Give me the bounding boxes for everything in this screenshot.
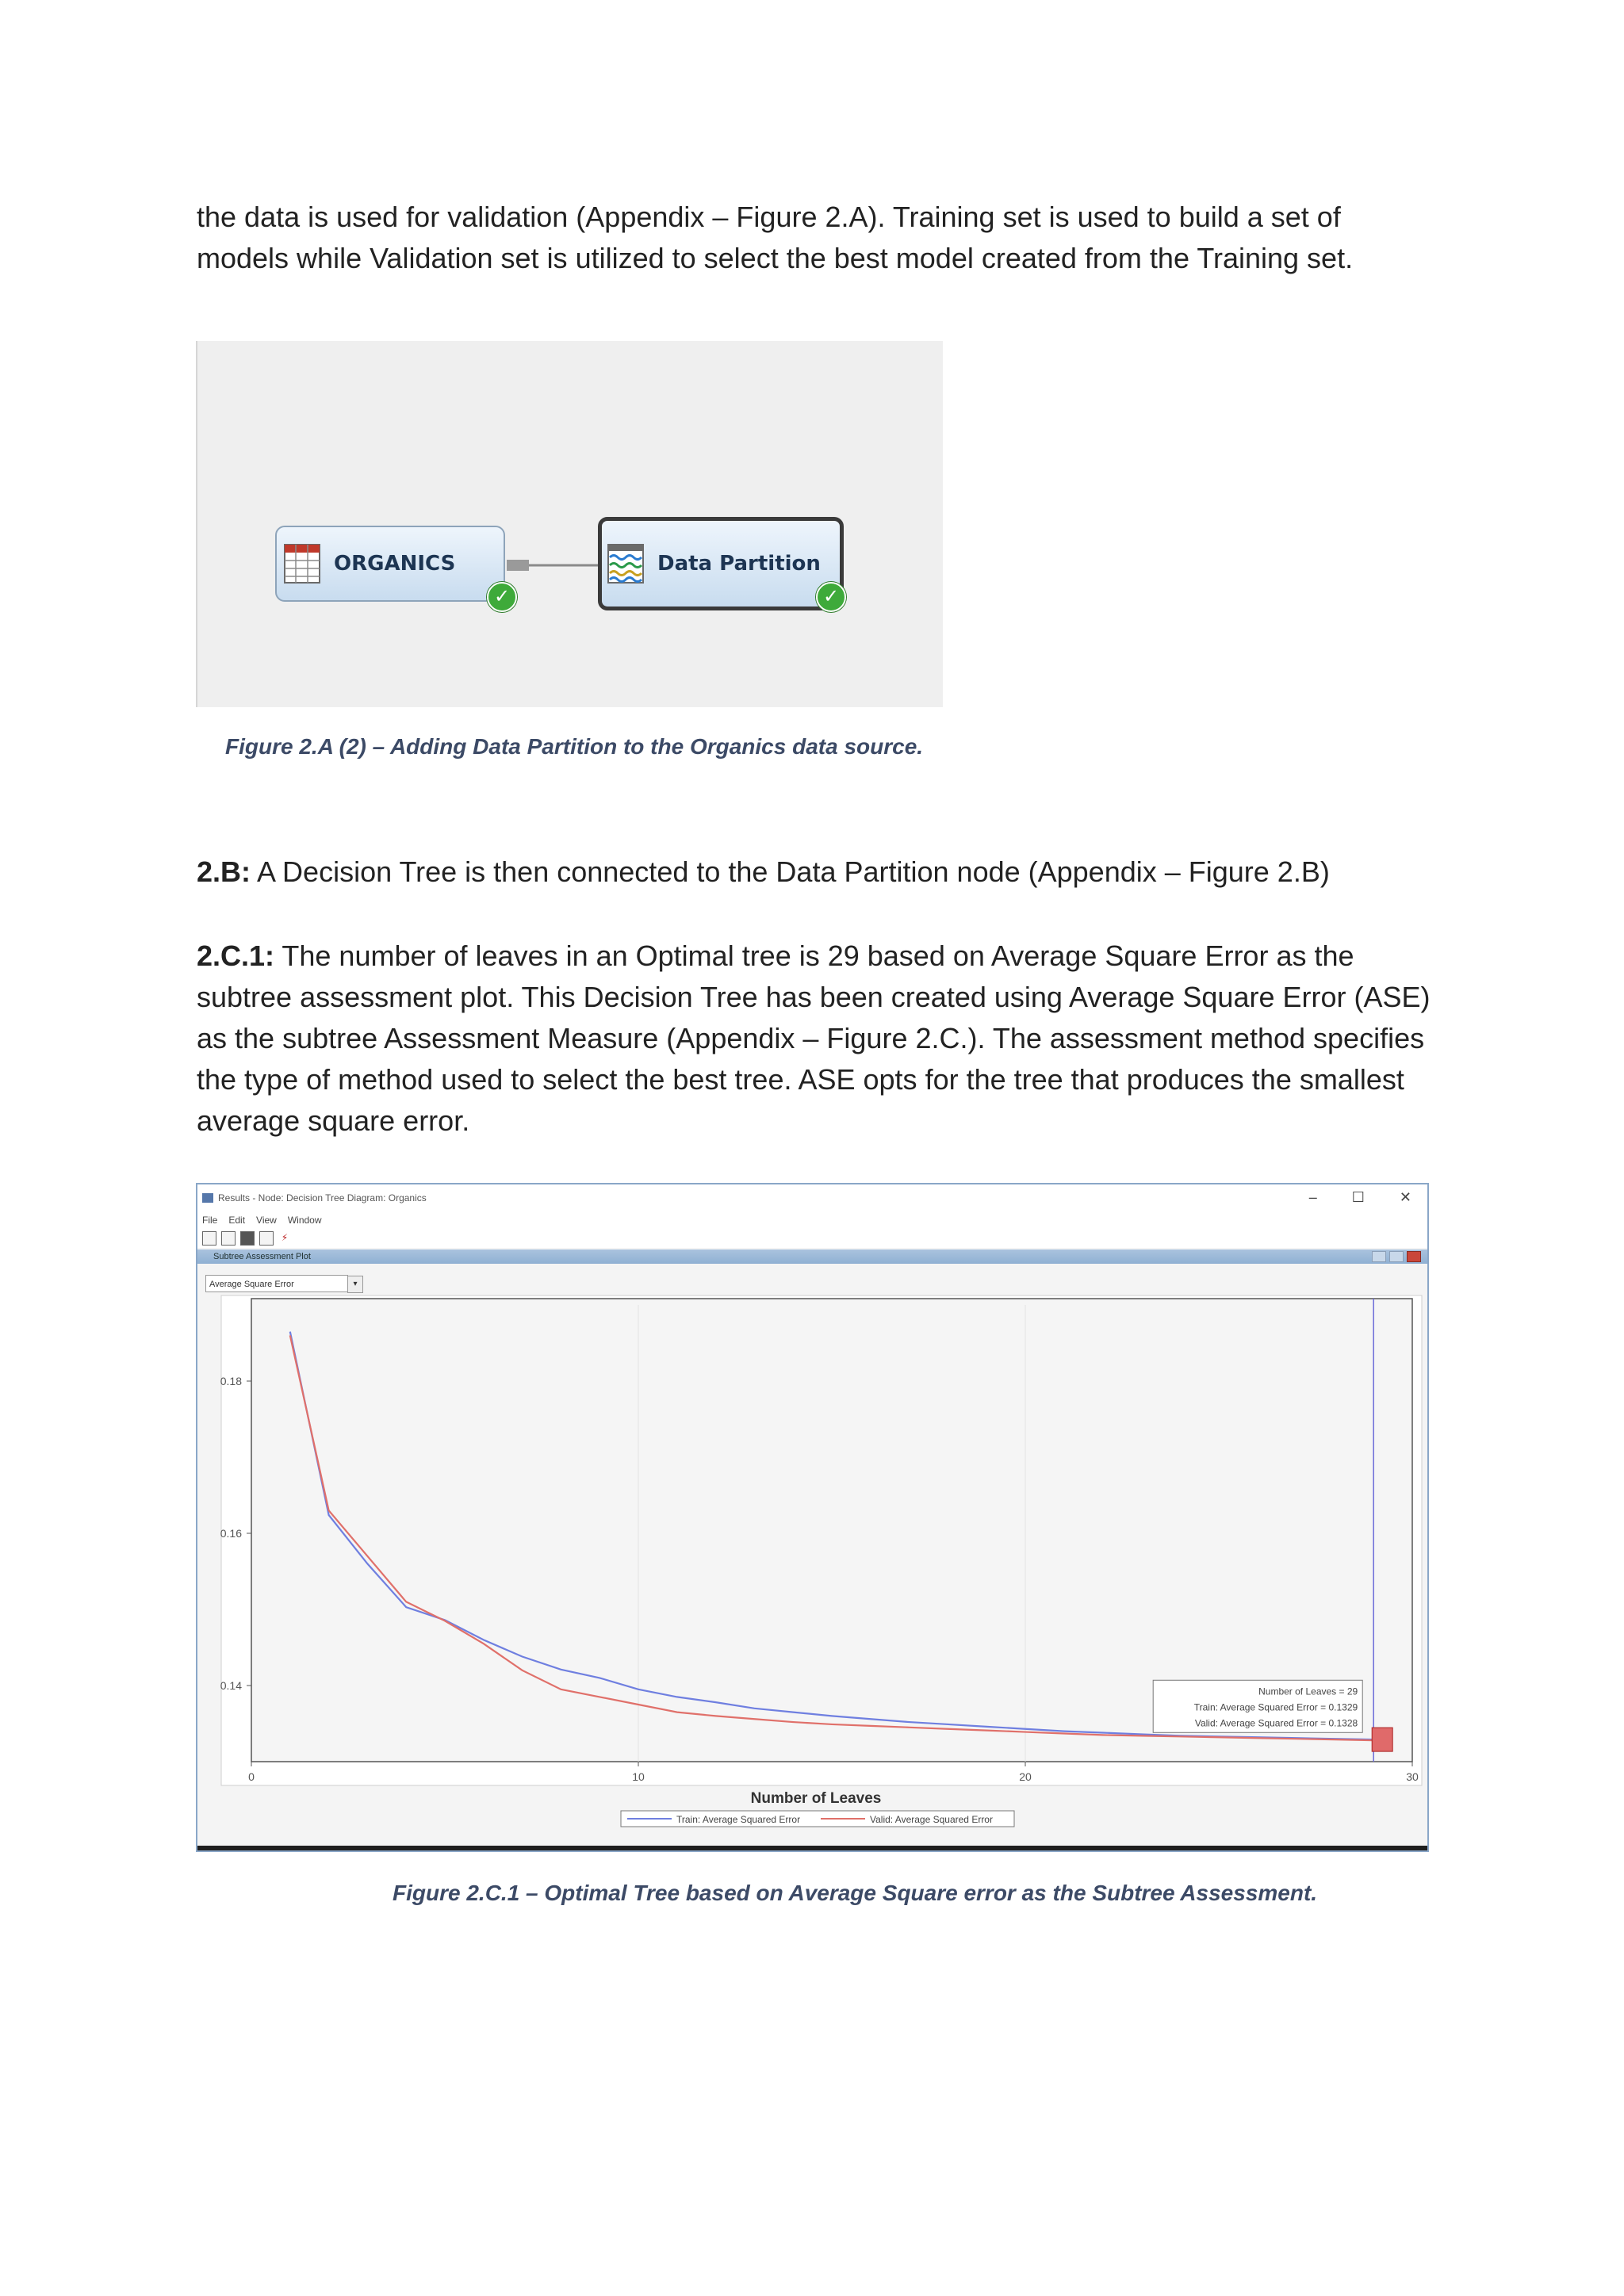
paragraph-2c1-line5: average square error. [197,1104,470,1137]
subtree-assessment-chart [197,1184,1427,1850]
window-title: Results - Node: Decision Tree Diagram: Organics [218,1192,427,1203]
y-tick-label: 0.18 [220,1375,242,1387]
chevron-down-icon[interactable]: ▾ [347,1276,363,1293]
legend-entry: Train: Average Squared Error [676,1814,801,1825]
paragraph-2b [197,851,1442,893]
x-tick-label: 10 [632,1770,645,1783]
section-label-2b: 2.B: [197,855,251,888]
figure-2a-caption: Figure 2.A (2) – Adding Data Partition to the Organics data source. [225,734,924,759]
figure-2a-diagram [196,341,943,707]
node-data-partition-label: Data Partition [657,552,821,576]
paragraph-2c1-line3: as the subtree Assessment Measure (Appendix – Figure 2.C.). The assessment method specifies [197,1022,1425,1054]
figure-2c1-caption: Figure 2.C.1 – Optimal Tree based on Average Square error as the Subtree Assessment. [393,1881,1318,1905]
paragraph-2b-text: A Decision Tree is then connected to the Data Partition node (Appendix – Figure 2.B) [251,855,1330,888]
paragraph-intro-line2: models while Validation set is utilized to select the best model created from the Training set. [197,242,1354,274]
y-tick-label: 0.16 [220,1527,242,1540]
window-bottom-strip [197,1846,1427,1850]
node-organics[interactable] [275,526,505,602]
legend-entry: Valid: Average Squared Error [870,1814,993,1825]
minimize-button[interactable]: – [1308,1189,1317,1205]
paragraph-2c1-line4: the type of method used to select the best tree. ASE opts for the tree that produces the smallest [197,1063,1404,1096]
check-icon: ✓ [487,582,517,612]
menu-file[interactable]: File [202,1215,218,1226]
x-tick-label: 0 [248,1770,255,1783]
paragraph-2c1 [197,936,1442,1142]
lightning-icon[interactable]: ⚡ [281,1232,289,1243]
x-axis-label: Number of Leaves [750,1790,882,1807]
paragraph-intro-line1: the data is used for validation (Appendix – Figure 2.A). Training set is used to build a set of [197,201,1341,233]
selected-point-marker [1372,1728,1392,1751]
paragraph-2c1-line1: The number of leaves in an Optimal tree is 29 based on Average Square Error as the [274,939,1354,972]
x-tick-label: 20 [1019,1770,1032,1783]
close-button[interactable]: ✕ [1399,1189,1411,1205]
assessment-select-value: Average Square Error [209,1280,294,1289]
paragraph-2c1-line2: subtree assessment plot. This Decision Tree has been created using Average Square Error (ASE) [197,981,1431,1013]
check-icon: ✓ [816,582,846,612]
paragraph-intro [197,197,1442,279]
x-tick-label: 30 [1406,1770,1419,1783]
tooltip-line: Train: Average Squared Error = 0.1329 [1193,1701,1358,1713]
panel-title: Subtree Assessment Plot [213,1252,311,1261]
section-label-2c1: 2.C.1: [197,939,275,972]
tooltip-line: Valid: Average Squared Error = 0.1328 [1194,1717,1358,1729]
menu-view[interactable]: View [256,1215,277,1226]
maximize-button[interactable]: ☐ [1351,1189,1365,1205]
tooltip-line: Number of Leaves = 29 [1258,1686,1358,1697]
node-data-partition[interactable] [598,517,844,610]
table-icon [283,543,321,584]
node-organics-label: ORGANICS [334,552,456,576]
menu-edit[interactable]: Edit [228,1215,246,1226]
menu-window[interactable]: Window [287,1215,322,1226]
partition-icon [607,543,645,584]
results-window [196,1183,1429,1852]
y-tick-label: 0.14 [220,1679,242,1692]
